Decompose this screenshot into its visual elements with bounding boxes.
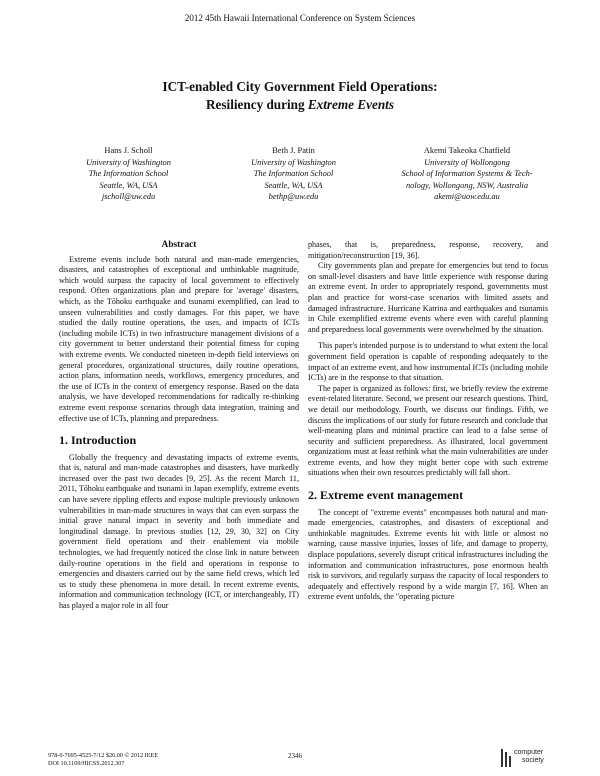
right-column	[308, 240, 548, 603]
author-email: jscholl@uw.edu	[101, 192, 156, 201]
section-2-paragraph-1: The concept of "extreme events" encompasses both natural and man-made emergencies, catastrophes, and disasters of exceptional and unthinkable magnitudes. Extreme events hit with little or almost no warning, cause massive injuries, losses of life, and damage to property, displace populations, severely disrupt critical infrastructures including the information and communication infrastructures, pose enormous health risk to survivors, and regularly surpass the capacity of local responders to adequately and effectively respond by a wide margin [7, 16]. When an extreme event unfolds, the "operating picture	[308, 507, 548, 602]
author-school: School of Information Systems & Tech-	[401, 169, 533, 178]
footer-copyright	[48, 752, 158, 768]
title-line-1: ICT-enabled City Government Field Operations:	[162, 79, 438, 94]
logo-text-line-1: computer	[514, 749, 544, 756]
author-school: The Information School	[253, 169, 334, 178]
author-name: Akemi Takeoka Chatfield	[423, 146, 511, 155]
page-number: 2346	[288, 752, 302, 760]
title-line-2	[0, 96, 600, 114]
author-email: akemi@uow.edu.au	[434, 192, 500, 201]
author-name: Beth J. Patin	[272, 146, 315, 155]
author-location: Seattle, WA, USA	[264, 180, 323, 190]
author-3	[372, 145, 562, 203]
abstract-text: Extreme events include both natural and man-made emergencies, disasters, and catastrophes of exceptional and unthinkable magnitude, which would surpass the capacity of local government to effectively respond. Often organizations plan and prepare for 'average' disasters, which, as the Tōhoku earthquake and tsunami exemplified, can lead to unseen vulnerabilities and costly damages. For this paper, we have studied the daily routine operations, the uses, and impacts of ICTs (including mobile ICTs) in two infrastructure management divisions of a city government to better understand their potential fitness for coping with extreme events. We conducted nineteen in-depth field interviews on general procedures, organizational structures, daily routine operations, action plans, information needs, workflows, emergency procedures, and the use of ICTs in the context of emergency response. Based on the data analysis, we have developed recommendations for radically re-thinking extreme event response scenarios through data integration, training and effective use of ICTs, planning and preparedness.	[59, 254, 299, 423]
computer-society-logo-icon	[500, 748, 512, 768]
section-1-heading: 1. Introduction	[59, 433, 137, 448]
author-location: nology, Wollongong, NSW, Australia	[405, 180, 529, 190]
author-name: Hans J. Scholl	[104, 146, 153, 155]
logo-text-line-2: society	[522, 756, 544, 764]
footer-isbn: 978-0-7695-4525-7/12 $26.00 © 2012 IEEE	[48, 752, 159, 759]
ieee-computer-society-logo	[498, 747, 560, 771]
title-line-2-prefix: Resiliency during	[206, 97, 308, 112]
author-block	[56, 145, 556, 209]
author-affiliation: University of Wollongong	[424, 157, 510, 167]
author-school: The Information School	[88, 169, 169, 178]
conference-header: 2012 45th Hawaii International Conference on System Sciences	[184, 13, 416, 23]
title-line-2-italic: Extreme Events	[307, 97, 394, 112]
intro-paragraph-2: City governments plan and prepare for emergencies but tend to focus on small-level disasters and have little experience with response during an extreme event. In order to appropriately respond, governments must plan and practice for worst-case scenarios with limited assets and damaged infrastructure. Hurricane Katrina and earthquakes and tsunamis in Chile exemplified extreme events where even with careful planning and preparedness local governments were overwhelmed by the situation.	[308, 261, 548, 334]
author-1	[56, 145, 201, 203]
author-affiliation: University of Washington	[86, 157, 171, 167]
author-affiliation: University of Washington	[251, 157, 336, 167]
author-location: Seattle, WA, USA	[99, 180, 158, 190]
abstract-heading: Abstract	[161, 240, 197, 250]
author-email: bethp@uw.edu	[268, 192, 319, 201]
logo-text	[514, 749, 544, 764]
intro-paragraph-3: This paper's intended purpose is to understand to what extent the local government field operation is capable of responding adequately to the impact of an extreme event, and how instrumental ICTs (including mobile ICTs) are in the response to that situation.	[308, 341, 548, 383]
intro-paragraph-1: Globally the frequency and devastating impacts of extreme events, that is, natural and man-made catastrophes and disasters, have markedly increased over the past two decades [9, 25]. As the recent March 11, 2011, Tōhoku earthquake and tsunami in Japan exemplify, extreme events can have severe rippling effects and expose multiple previously unknown vulnerabilities in man-made structures in ways that can even surpass the initial grave natural impact in severity and both immediate and longitudinal damage. In previous studies [12, 29, 30, 32] on City government field operations and their enablement via mobile technologies, we had frequently noticed the close link in nature between daily-routine operations in the field and operations in response to emergencies and disasters carried out by the same field crews, which led us to study these phenomena in more detail. In recent extreme events, information and communication technology (ICT, or interchangeably, IT) has played a major role in all four	[59, 452, 299, 610]
paper-title	[0, 78, 600, 114]
author-2	[221, 145, 366, 203]
section-2-heading: 2. Extreme event management	[308, 488, 464, 503]
left-column	[59, 238, 299, 612]
intro-paragraph-1-continued: phases, that is, preparedness, response, recovery, and mitigation/reconstruction [19, 36].	[308, 240, 548, 260]
footer-doi: DOI 10.1109/HICSS.2012.307	[48, 760, 125, 767]
intro-paragraph-4: The paper is organized as follows: first, we briefly review the extreme event-related literature. Second, we present our research questions. Third, we detail our methodology. Fourth, we discuss our findings. Fifth, we discuss the implications of our study for future research and conclude that well-meaning plans and minimal practice can lead to a false sense of security and sufficient preparedness. As illustrated, local government organizations must at least rethink what the main vulnerabilities are under extreme events, and how they might better cope with such extreme situations when their own resources predictably will fall short.	[308, 383, 548, 478]
